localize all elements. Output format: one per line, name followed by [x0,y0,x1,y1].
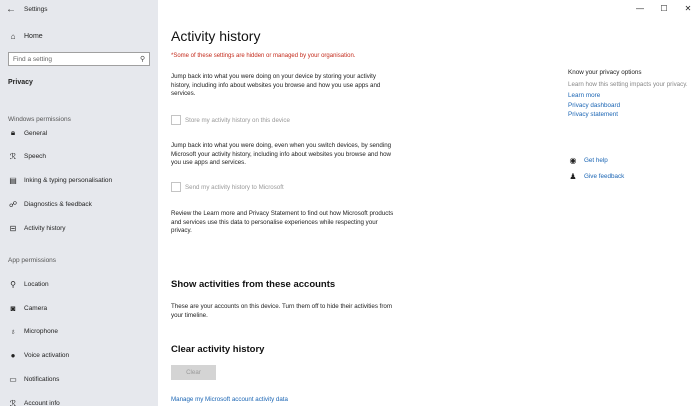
back-button[interactable] [0,0,22,18]
camera-icon: ◙ [10,303,16,313]
privacy-statement-link[interactable]: Privacy statement [568,111,619,118]
app-permissions-header: App permissions [8,257,57,264]
clear-history-heading: Clear activity history [171,344,265,355]
store-history-checkbox-row[interactable] [171,115,290,125]
give-feedback-link[interactable]: Give feedback [584,173,625,180]
nav-home-label: Home [24,32,43,40]
get-help-link[interactable]: Get help [584,157,608,164]
voice-activation-icon: ● [10,350,16,360]
sidebar-item-microphone[interactable] [0,321,158,341]
sidebar-item-label: Notifications [24,375,60,383]
sidebar-item-label: Speech [24,152,47,160]
activity-history-icon: ⊟ [9,223,17,233]
learn-more-link[interactable]: Learn more [568,92,601,99]
app-title: Settings [24,5,48,13]
sidebar-item-voice-activation[interactable] [0,345,158,365]
current-section-label: Privacy [8,79,33,86]
store-history-checkbox[interactable] [171,115,181,125]
clear-button[interactable]: Clear [171,365,216,380]
account-info-icon: ℛ [9,398,17,406]
close-icon: ✕ [684,3,692,13]
send-history-description: Jump back into what you were doing, even when you switch devices, by sending Microsoft your activity history, including info about websites you browse and how you use apps and services. [171,142,392,166]
sidebar-item-label: Diagnostics & feedback [24,200,92,208]
feedback-icon: ♟ [569,172,577,181]
manage-account-activity-link[interactable]: Manage my Microsoft account activity data [171,396,288,403]
nav-home[interactable] [0,27,158,45]
accounts-description: These are your accounts on this device. Turn them off to hide their activities from your timeline. [171,303,393,319]
send-history-checkbox-row[interactable] [171,182,284,192]
sidebar-item-label: Microphone [24,327,58,335]
sidebar-item-inking[interactable] [0,170,158,190]
sidebar-item-label: Account info [24,399,60,406]
close-button[interactable] [676,0,700,16]
search-box [8,52,150,66]
sidebar-item-general[interactable] [0,123,158,143]
maximize-icon: ☐ [660,3,668,13]
minimize-button[interactable] [628,0,652,16]
sidebar-item-speech[interactable] [0,146,158,166]
sidebar-item-diagnostics[interactable] [0,194,158,214]
privacy-options-heading: Know your privacy options [568,69,642,76]
maximize-button[interactable] [652,0,676,16]
back-arrow-icon: ← [6,3,16,15]
review-privacy-description: Review the Learn more and Privacy Statement to find out how Microsoft products and services use this data to personalise experiences while respecting your privacy. [171,210,394,234]
device-history-description: Jump back into what you were doing on your device by storing your activity history, including info about websites you browse and how you use apps and services. [171,73,381,97]
sidebar-item-label: Activity history [24,224,66,232]
sidebar-item-account-info[interactable] [0,393,158,406]
sidebar-item-activity-history[interactable] [0,218,158,238]
send-history-checkbox-label: Send my activity history to Microsoft [185,183,284,191]
sidebar-item-location[interactable] [0,274,158,294]
inking-icon: ▤ [9,175,17,185]
page-title: Activity history [171,28,261,44]
sidebar-item-camera[interactable] [0,298,158,318]
sidebar-item-notifications[interactable] [0,369,158,389]
minimize-icon: — [636,3,644,13]
sidebar-item-label: Inking & typing personalisation [24,176,113,184]
send-history-checkbox[interactable] [171,182,181,192]
notifications-icon: ▭ [9,374,17,384]
sidebar-item-label: Camera [24,304,48,312]
window-controls [628,0,700,16]
managed-warning: *Some of these settings are hidden or managed by your organisation. [171,53,356,59]
help-icon: ◉ [569,156,577,165]
privacy-options-panel [568,69,693,120]
sidebar-item-label: Location [24,280,49,288]
home-icon: ⌂ [10,31,16,41]
location-icon: ⚲ [10,279,16,289]
store-history-checkbox-label: Store my activity history on this device [185,116,290,124]
speech-icon: ℛ [9,151,17,161]
sidebar-item-label: Voice activation [24,351,70,359]
accounts-heading: Show activities from these accounts [171,279,336,290]
privacy-options-description: Learn how this setting impacts your privacy. [568,81,688,88]
microphone-icon: ♁ [10,326,16,336]
sidebar-item-label: General [24,129,48,137]
give-feedback-row[interactable] [568,172,624,181]
search-icon[interactable]: ⚲ [139,56,145,63]
privacy-dashboard-link[interactable]: Privacy dashboard [568,101,621,109]
sidebar [0,0,158,406]
search-input[interactable] [13,56,140,63]
titlebar [0,0,158,18]
lock-icon: 🔒︎ [10,128,16,137]
windows-permissions-header: Windows permissions [8,116,71,123]
get-help-row[interactable] [568,156,608,165]
diagnostics-icon: ☍ [8,199,18,209]
